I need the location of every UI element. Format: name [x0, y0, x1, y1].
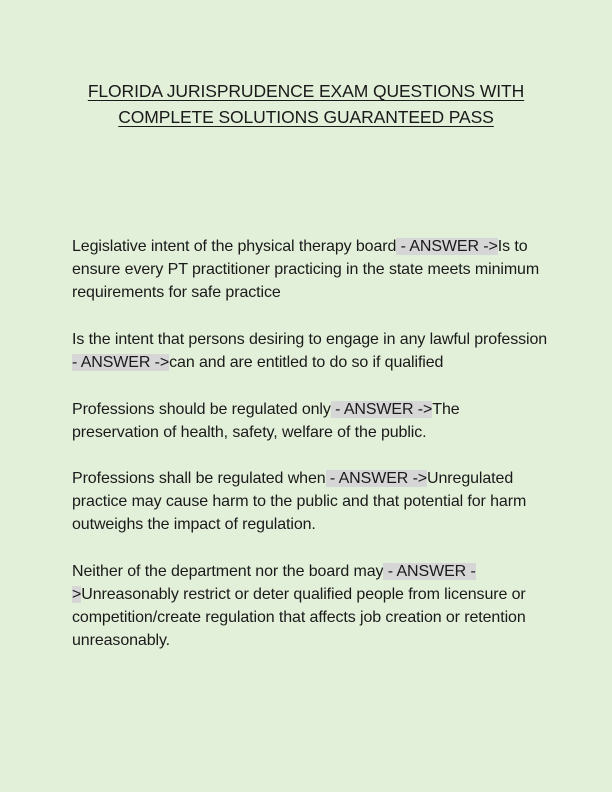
title-line-1: FLORIDA JURISPRUDENCE EXAM QUESTIONS WITH [87, 81, 525, 101]
question-text: Neither of the department nor the board may [72, 563, 384, 580]
qa-item-4 [72, 467, 550, 536]
qa-item-5 [72, 560, 550, 652]
answer-marker: - ANSWER -> [396, 238, 498, 255]
question-text: Legislative intent of the physical therapy board [72, 238, 397, 255]
answer-text: can and are entitled to do so if qualified [169, 354, 444, 371]
qa-item-3 [72, 398, 550, 444]
answer-text: Unregulated practice may cause harm to the public and that potential for harm outweighs the impact of regulation. [72, 470, 527, 533]
answer-marker: - ANSWER -> [72, 354, 170, 371]
qa-item-1 [72, 235, 550, 304]
answer-marker: - ANSWER -> [330, 401, 433, 418]
answer-text: Is to ensure every PT practitioner practicing in the state meets minimum requirements for safe practice [72, 238, 540, 301]
question-text: Professions should be regulated only [72, 401, 331, 418]
document-title [60, 78, 552, 130]
question-text: Is the intent that persons desiring to engage in any lawful profession [72, 331, 548, 348]
answer-text: The preservation of health, safety, welfare of the public. [72, 401, 460, 441]
question-text: Professions shall be regulated when [72, 470, 326, 487]
answer-text: Unreasonably restrict or deter qualified people from licensure or competition/create regulation that affects job creation or retention unreasonably. [72, 586, 526, 649]
answer-marker: - ANSWER -> [72, 563, 476, 603]
qa-item-2 [72, 328, 550, 374]
answer-marker: - ANSWER -> [325, 470, 428, 487]
title-line-2: COMPLETE SOLUTIONS GUARANTEED PASS [118, 107, 494, 127]
